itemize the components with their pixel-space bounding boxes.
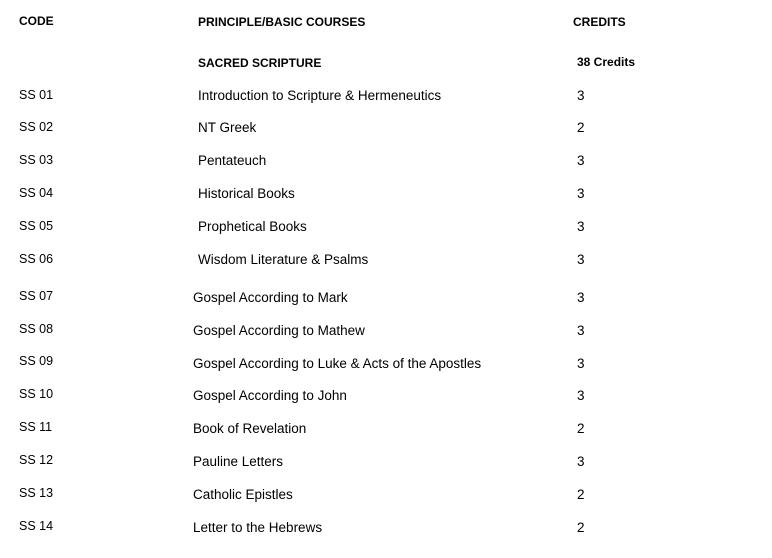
course-title: Book of Revelation	[193, 421, 307, 436]
section-total-credits: 38 Credits	[577, 55, 636, 69]
course-title: Gospel According to Luke & Acts of the Apostles	[193, 356, 482, 371]
course-credits: 3	[577, 356, 585, 371]
course-code: SS 05	[19, 219, 54, 233]
header-course: PRINCIPLE/BASIC COURSES	[198, 15, 366, 29]
header-credits: CREDITS	[573, 15, 626, 29]
course-code: SS 04	[19, 186, 54, 200]
course-code: SS 12	[19, 453, 54, 467]
course-code: SS 10	[19, 387, 54, 401]
course-title: Pauline Letters	[193, 454, 284, 469]
course-code: SS 07	[19, 289, 54, 303]
course-code: SS 14	[19, 519, 54, 533]
course-credits: 3	[577, 88, 585, 103]
course-code: SS 01	[19, 88, 54, 102]
course-code: SS 11	[19, 420, 53, 434]
course-credits: 3	[577, 388, 585, 403]
header-code: CODE	[19, 14, 54, 28]
course-credits: 2	[577, 520, 585, 535]
course-title: Catholic Epistles	[193, 487, 293, 502]
course-title: Gospel According to Mark	[193, 290, 348, 305]
course-credits: 3	[577, 153, 585, 168]
course-credits: 3	[577, 323, 585, 338]
course-title: Historical Books	[198, 186, 295, 201]
course-credits: 3	[577, 219, 585, 234]
course-title: Pentateuch	[198, 153, 267, 168]
course-credits: 2	[577, 120, 585, 135]
course-code: SS 08	[19, 322, 54, 336]
course-credits: 3	[577, 252, 585, 267]
course-title: Prophetical Books	[198, 219, 307, 234]
course-title: Gospel According to John	[193, 388, 347, 403]
course-title: NT Greek	[198, 120, 257, 135]
course-title: Wisdom Literature & Psalms	[198, 252, 369, 267]
course-title: Introduction to Scripture & Hermeneutics	[198, 88, 442, 103]
course-code: SS 03	[19, 153, 54, 167]
course-credits: 2	[577, 487, 585, 502]
course-credits: 3	[577, 186, 585, 201]
course-title: Letter to the Hebrews	[193, 520, 323, 535]
course-credits: 3	[577, 454, 585, 469]
course-title: Gospel According to Mathew	[193, 323, 365, 338]
course-credits: 2	[577, 421, 585, 436]
course-code: SS 13	[19, 486, 54, 500]
course-credits: 3	[577, 290, 585, 305]
course-code: SS 06	[19, 252, 54, 266]
course-code: SS 09	[19, 354, 54, 368]
section-title: SACRED SCRIPTURE	[198, 56, 322, 70]
course-code: SS 02	[19, 120, 54, 134]
